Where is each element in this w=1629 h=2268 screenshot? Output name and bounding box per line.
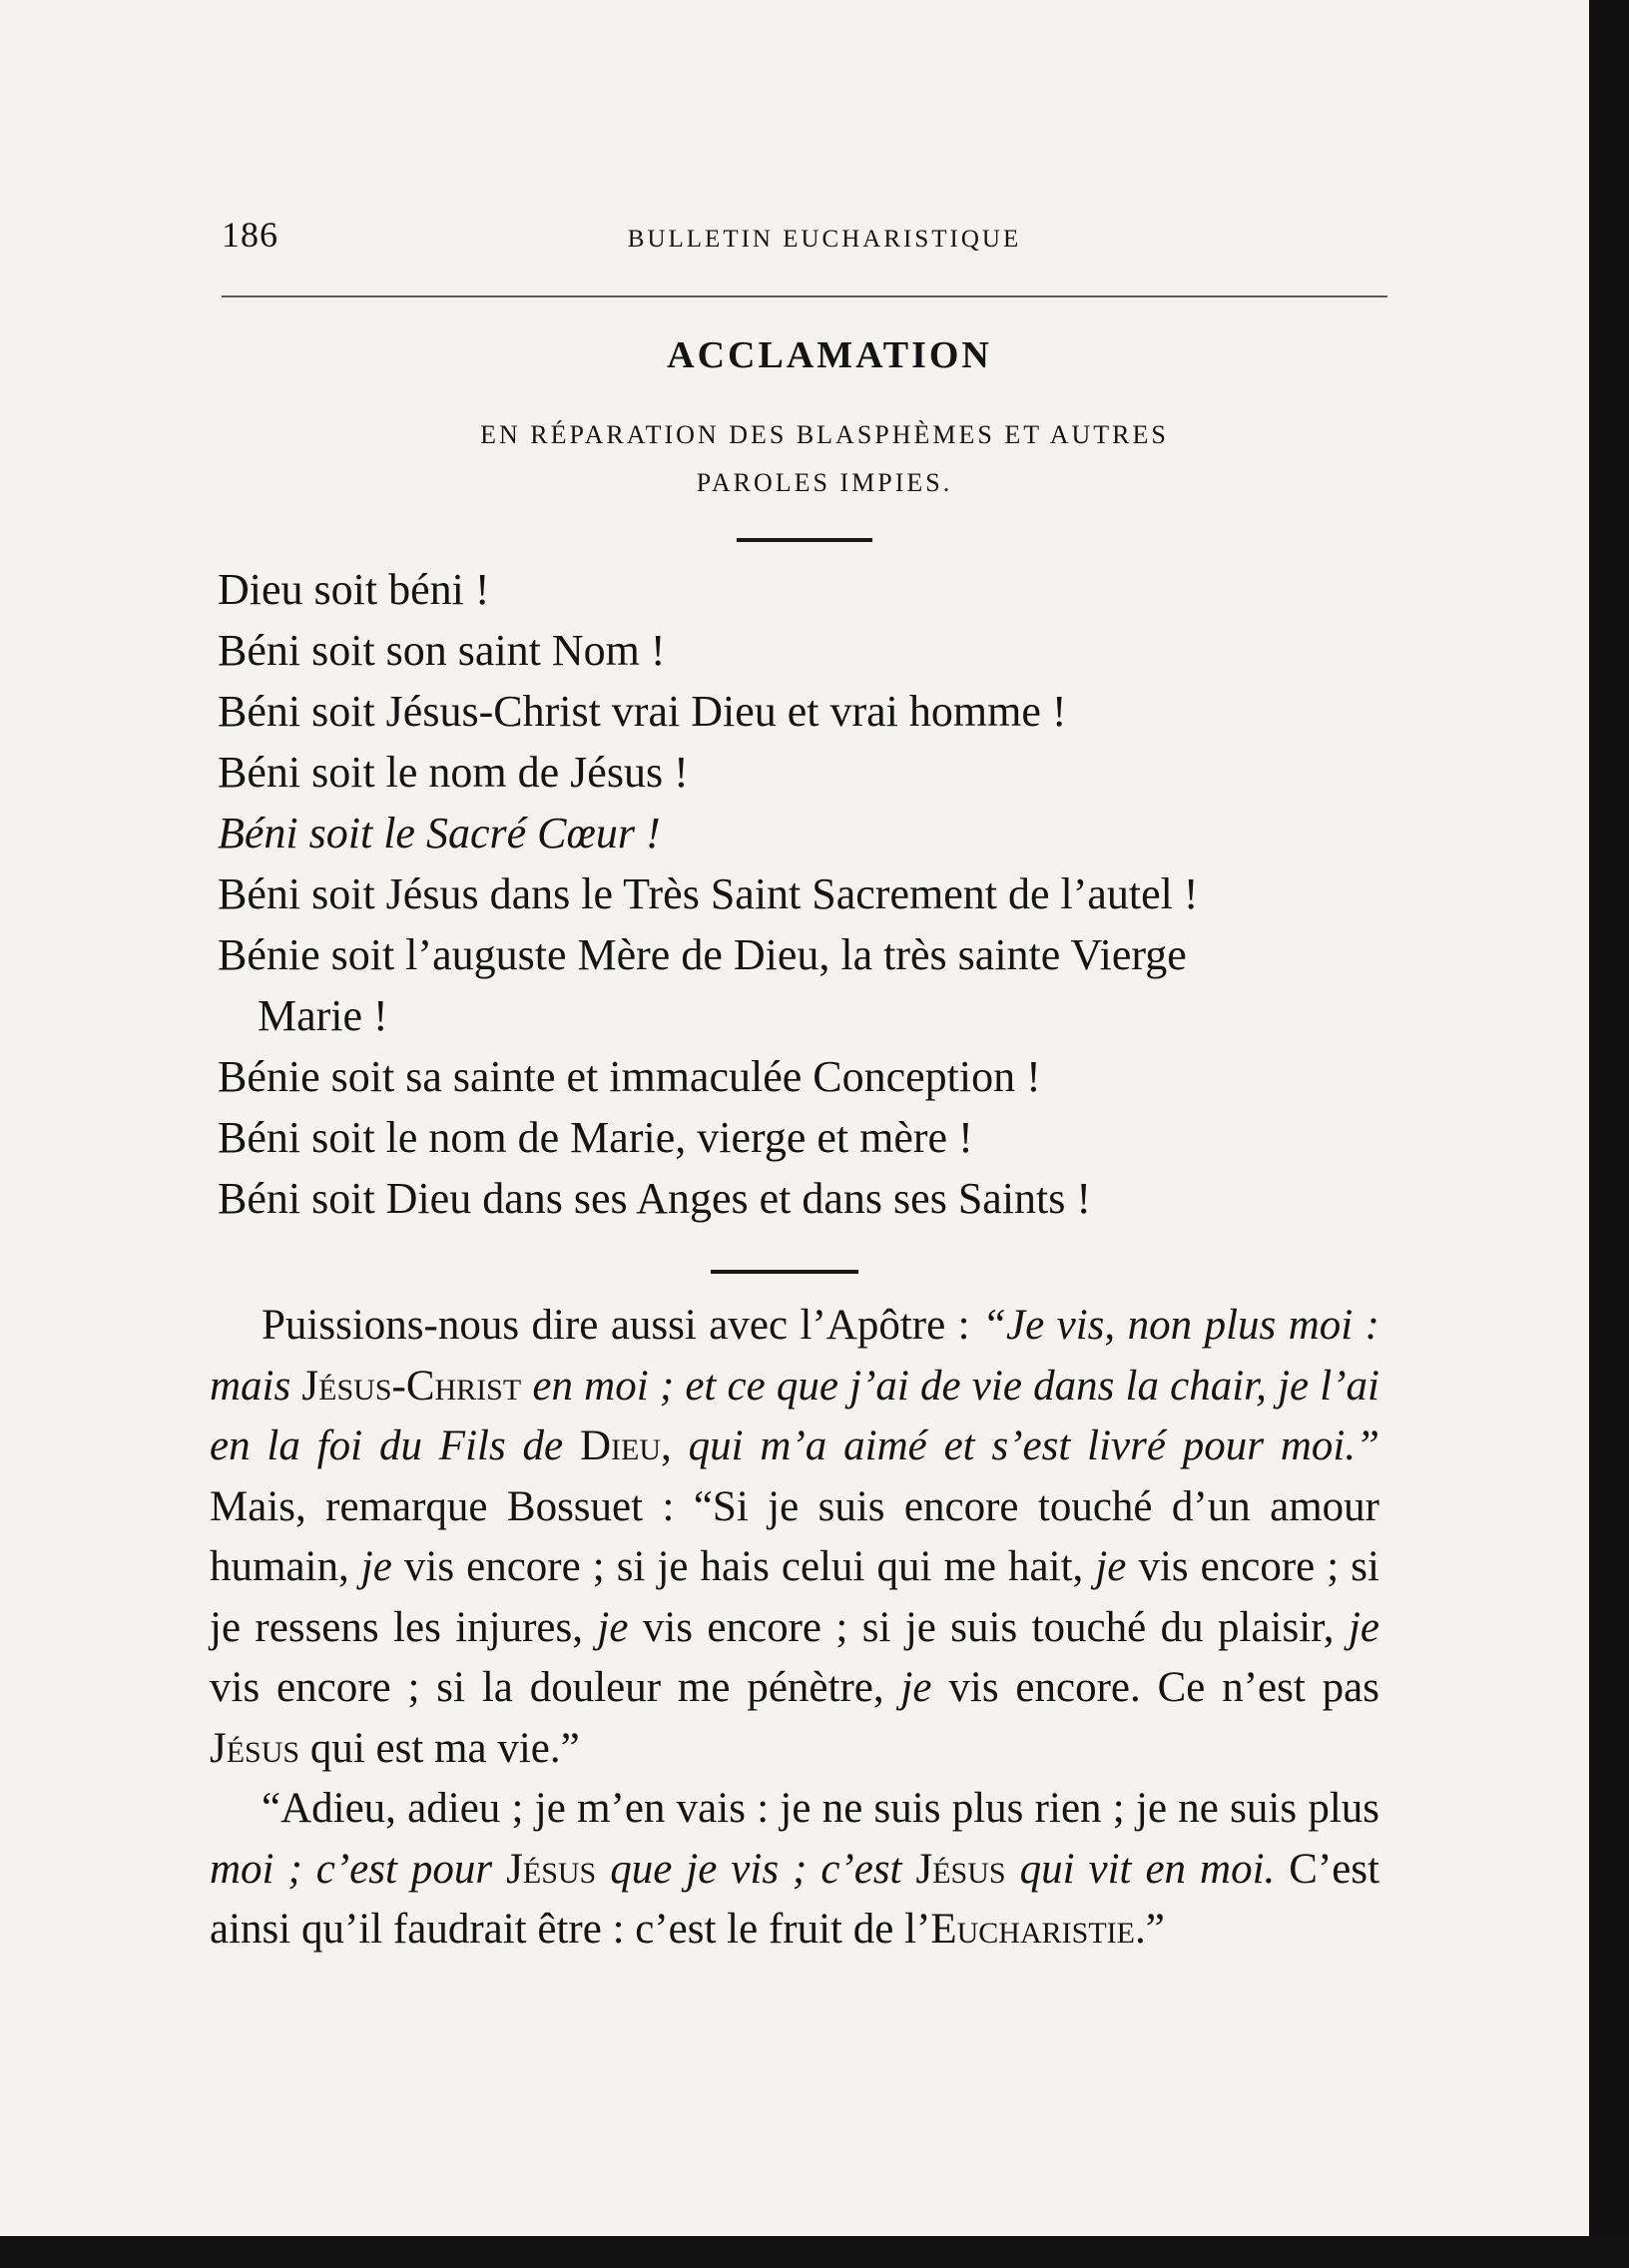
text-run: vis encore ; si la douleur me pénètre, (210, 1664, 901, 1711)
acclamation-line: Bénie soit sa sainte et immaculée Conception ! (218, 1052, 1041, 1101)
page-header (222, 210, 1387, 266)
acclamation-list (218, 559, 1395, 1229)
paragraph-apostle-bossuet (210, 1296, 1379, 1779)
text-run: Mais, remarque Bossuet : “Si je suis encore touché d’un amour humain, (210, 1482, 1379, 1590)
subtitle-line-1: EN RÉPARATION DES BLASPHÈMES ET AUTRES (480, 420, 1169, 449)
acclamation-line: Bénie soit l’auguste Mère de Dieu, la très sainte Vierge (218, 930, 1187, 979)
acclamation-line-italic: Béni soit le Sacré Cœur ! (218, 809, 661, 857)
small-caps-run: Jésus (915, 1845, 1006, 1893)
acclamation-line-continuation: Marie ! (258, 991, 388, 1040)
text-run: .” (1134, 1906, 1165, 1953)
italic-run: je (597, 1603, 629, 1651)
text-run: “Adieu, adieu ; je m’en vais : je ne suis plus rien ; je ne suis plus (262, 1785, 1379, 1832)
text-run: vis encore. Ce n’est pas (931, 1664, 1379, 1711)
text-run: Puissions-nous dire aussi avec l’Apôtre : (262, 1302, 983, 1349)
page-number: 186 (222, 215, 278, 255)
acclamation-line: Béni soit son saint Nom ! (218, 626, 666, 675)
italic-run: je (900, 1664, 932, 1711)
italic-run: qui m’a aimé et s’est livré pour moi.” (688, 1422, 1380, 1469)
small-caps-run: Jésus (210, 1724, 300, 1772)
small-caps-run: Eucharistie (930, 1906, 1135, 1953)
text-run: vis encore ; si je ressens les injures, (210, 1543, 1379, 1651)
acclamation-line: Béni soit le nom de Jésus ! (218, 748, 689, 797)
italic-run: je (1348, 1603, 1379, 1651)
text-run: , (661, 1422, 689, 1469)
text-run (902, 1846, 916, 1893)
header-rule (222, 295, 1387, 297)
page-edge-shadow (1589, 0, 1629, 2268)
italic-run: je (1095, 1543, 1127, 1590)
text-run: C’est ainsi qu’il faudrait être : c’est le fruit de l’ (210, 1845, 1380, 1953)
title-separator-rule (737, 538, 872, 542)
subtitle-line-2: PAROLES IMPIES. (696, 468, 953, 497)
text-run (1006, 1846, 1020, 1893)
paragraph-adieu (210, 1779, 1379, 1961)
acclamation-line: Béni soit Dieu dans ses Anges et dans ses Saints ! (218, 1174, 1092, 1223)
italic-run: je (360, 1543, 392, 1590)
acclamation-line: Béni soit Jésus dans le Très Saint Sacrement de l’autel ! (218, 869, 1199, 918)
small-caps-run: Dieu (579, 1422, 662, 1469)
text-run: vis encore ; si je suis touché du plaisir, (628, 1603, 1349, 1651)
acclamation-line: Dieu soit béni ! (218, 565, 490, 614)
section-title: ACCLAMATION (667, 334, 992, 376)
italic-run: moi ; c’est pour (210, 1845, 493, 1893)
body-text (210, 1296, 1379, 1961)
italic-run: que je vis ; c’est (610, 1845, 902, 1893)
text-run: qui est ma vie.” (299, 1724, 580, 1772)
italic-run: en moi ; et ce que j’ai de vie dans la chair, je l’ai en la foi du Fils de (210, 1362, 1379, 1469)
italic-run: “Je vis, non plus moi : mais (210, 1302, 1379, 1410)
small-caps-run: Jésus-Christ (301, 1362, 522, 1410)
text-run (492, 1846, 506, 1893)
italic-run: qui vit en moi. (1019, 1845, 1276, 1893)
small-caps-run: Jésus (506, 1845, 597, 1893)
page-bottom-edge (0, 2236, 1629, 2268)
text-run: vis encore ; si je hais celui qui me hait, (391, 1543, 1096, 1590)
acclamation-line: Béni soit le nom de Marie, vierge et mère ! (218, 1113, 973, 1162)
section-subtitle (222, 411, 1387, 507)
text-run (596, 1846, 610, 1893)
running-head: BULLETIN EUCHARISTIQUE (627, 226, 1022, 253)
section-separator-rule (711, 1270, 858, 1274)
acclamation-line: Béni soit Jésus-Christ vrai Dieu et vrai homme ! (218, 687, 1067, 736)
